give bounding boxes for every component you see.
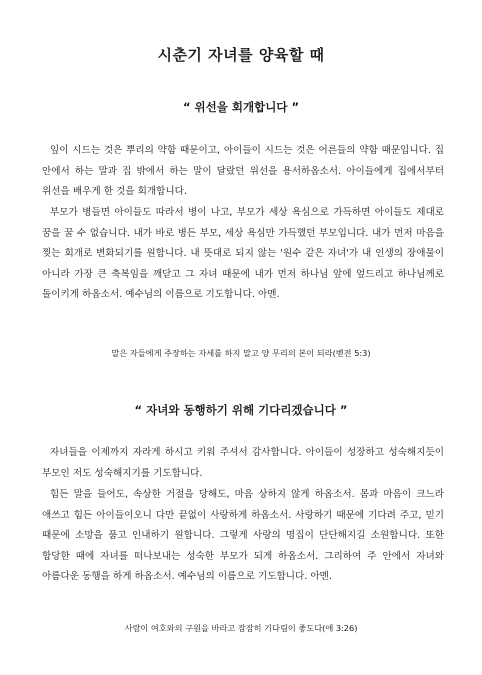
paragraph-walking-1: 자녀들을 이제까지 자라게 하시고 키워 주셔서 감사합니다. 아이들이 성장하고 성숙해지듯이 부모인 저도 성숙해지기를 기도합니다.	[42, 447, 444, 479]
bible-verse-2: 사람이 여호와의 구원을 바라고 잠잠히 기다림이 좋도다(애 3:26)	[124, 623, 358, 633]
paragraph-repentance-2: 부모가 병들면 아이들도 따라서 병이 나고, 부모가 세상 욕심으로 가득하면 아이들도 제대로 꿈을 꿀 수 없습니다. 내가 바로 병든 부모, 세상 욕심만 가득했던 부모입니다. 내가 먼저 마음을 찢는 회개로 변화되기를 원합니다. 내 뜻대로 되지 않는 '원수 같은 자녀'가 내 인생의 장애물이 아니라 가장 큰 축복임을 깨닫고 그 자녀 때문에 내가 먼저 하나님 앞에 엎드리고 하나님께로 돌이키게 하옵소서. 예수님의 이름으로 기도합니다. 아멘.	[42, 207, 444, 301]
section-heading-walking-together: “ 자녀와 동행하기 위해 기다리겠습니다 ”	[134, 403, 348, 417]
paragraph-repentance-1: 잎이 시드는 것은 뿌리의 약함 때문이고, 아이들이 시드는 것은 어른들의 약함 때문입니다. 집 안에서 하는 말과 집 밖에서 하는 말이 달랐던 위선을 용서하옵소서. 아이들에게 집에서부터 위선을 배우게 한 것을 회개합니다.	[42, 145, 444, 198]
page-title: 시춘기 자녀를 양육할 때	[157, 46, 325, 64]
bible-verse-1: 말은 자들에게 주장하는 자세를 하지 말고 양 무리의 본이 되라(벧전 5:3)	[111, 348, 371, 358]
paragraph-walking-2: 힘든 말을 들어도, 속상한 거절을 당해도, 마음 상하지 않게 하옵소서. 몸과 마음이 크느라 애쓰고 힘든 아이들이오니 다만 끝없이 사랑하게 하옵소서. 사랑하기 때문에 기다려 주고, 믿기 때문에 소망을 품고 인내하기 원합니다. 그렇게 사랑의 명집이 단단해지길 소원합니다. 또한 합당한 때에 자녀를 떠나보내는 성숙한 부모가 되게 하옵소서. 그리하여 주 안에서 자녀와 아름다운 동행을 하게 하옵소서. 예수님의 이름으로 기도합니다. 아멘.	[42, 489, 444, 583]
section-heading-repentance: “ 위선을 회개합니다 ”	[183, 100, 299, 114]
